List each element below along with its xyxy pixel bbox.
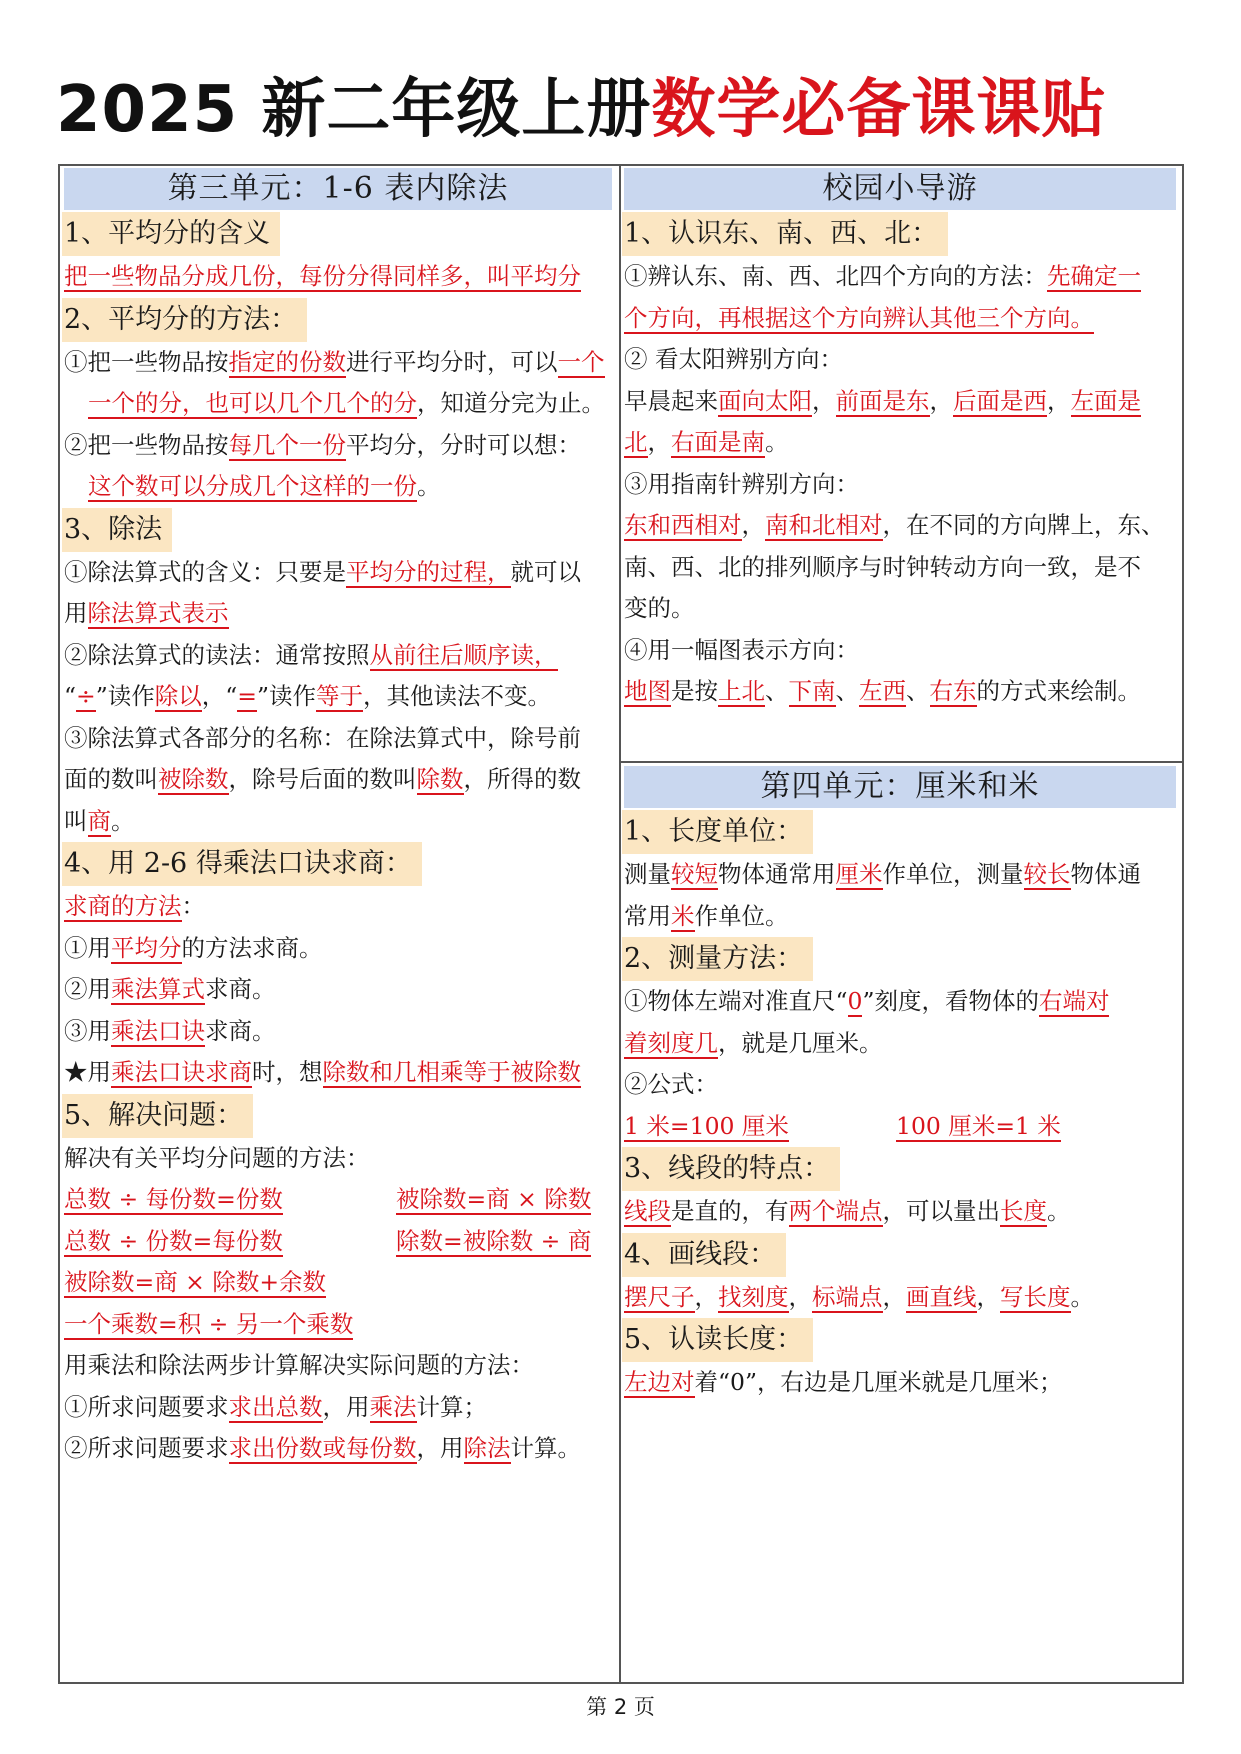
text: 。 [765,428,789,456]
key-phrase: 求出份数或每份数 [228,1434,417,1462]
key-phrase: 0 [847,987,863,1015]
text: ， [976,1282,1000,1311]
text: ①把一些物品按 [64,347,229,376]
text: 测量 [624,860,671,888]
text: ， [929,386,953,415]
right-row-divider [620,761,1184,763]
text-line [622,671,1180,713]
key-phrase: ÷ [76,682,96,710]
text-line: ③用指南针辨别方向： [624,469,859,498]
text-line [622,854,1180,896]
unit4-heading: 第四单元：厘米和米 [624,766,1176,808]
formula: 1 米=100 厘米 [624,1111,789,1140]
formula-row [62,1262,616,1304]
section-heading: 5、认读长度： [622,1318,813,1362]
formula-cell [64,1179,396,1221]
text-line [62,635,616,677]
text: 就可以 [510,557,581,586]
key-phrase: 除数 [416,765,464,793]
text-line: ③除法算式各部分的名称：在除法算式中，除号前 [64,723,581,752]
text-line [62,801,616,843]
text: “ [64,682,77,710]
text-line: 变的。 [624,594,695,622]
key-phrase: 东和西相对 [624,511,742,539]
key-phrase: 一个 [557,347,605,376]
unit3-column [62,168,616,1470]
text: 面的数叫 [64,765,158,793]
text: 常用 [624,901,671,930]
section-heading: 4、用 2-6 得乘法口诀求商： [62,842,422,886]
key-phrase: 上北 [718,677,765,705]
key-phrase: 先确定一 [1047,262,1141,290]
text: 。 [1070,1282,1094,1311]
text-line [622,896,1180,938]
text: ①所求问题要求 [64,1392,229,1421]
text-line: 用乘法和除法两步计算解决实际问题的方法： [64,1351,534,1379]
formula: 一个乘数=积 ÷ 另一个乘数 [64,1309,354,1338]
unit3-section-2 [62,298,616,508]
text: 物体通 [1070,860,1141,888]
text: 时，想 [252,1058,323,1086]
key-phrase: 右端对 [1038,987,1110,1015]
key-phrase: 平均分 [111,933,182,962]
text-line [62,969,616,1011]
key-phrase: 较长 [1023,860,1071,888]
key-phrase: 指定的份数 [228,347,346,376]
text-line [62,1052,616,1094]
key-phrase: 南和北相对 [765,511,883,539]
unit3-heading: 第三单元：1-6 表内除法 [64,168,612,210]
key-phrase: 米 [671,901,695,930]
key-phrase: 着刻度几 [624,1028,718,1057]
text: ③用 [64,1016,111,1045]
key-phrase: 后面是西 [953,386,1047,415]
key-phrase: 平均分的过程， [346,557,511,586]
key-phrase: 等于 [315,682,363,710]
key-phrase: 被除数 [158,765,229,793]
key-phrase: 右东 [929,677,977,705]
text-line [62,1387,616,1429]
unit3-section-3 [62,508,616,843]
section-heading: 2、测量方法： [622,937,813,981]
text: ，就是几厘米。 [718,1028,883,1057]
text: 。 [1047,1197,1071,1225]
text: ①物体左端对准直尺“ [624,987,848,1015]
text-line [622,256,1180,298]
text: ”读作 [95,682,155,710]
text: 计算； [416,1392,487,1421]
text: ： [181,892,205,920]
key-phrase: 个方向，再根据这个方向辨认其他三个方向。 [624,303,1094,332]
formula: 除数=被除数 ÷ 商 [396,1226,592,1255]
text: ”刻度，看物体的 [862,987,1039,1015]
key-phrase: 求商的方法 [64,892,182,920]
page-title [56,62,1106,158]
text: ②所求问题要求 [64,1434,229,1462]
text-line: 南、西、北的排列顺序与时钟转动方向一致，是不 [624,552,1141,581]
key-phrase: 乘法口诀 [111,1016,205,1045]
text: 、 [906,677,930,705]
text-line [622,381,1180,423]
key-phrase: 右面是南 [671,428,765,456]
text: 物体通常用 [718,860,836,888]
formula: 被除数=商 × 除数 [396,1185,592,1213]
formula-row [62,1221,616,1263]
key-phrase: 下南 [788,677,836,705]
text: ，所得的数 [463,765,581,793]
formula-row [622,1106,1180,1148]
key-phrase: 除数和几相乘等于被除数 [322,1058,581,1086]
text-line [622,981,1180,1023]
formula: 总数 ÷ 份数=每份数 [64,1226,283,1255]
text: ②把一些物品按 [64,430,229,459]
key-phrase: 乘法 [369,1392,417,1421]
formula: 100 厘米=1 米 [896,1111,1061,1140]
section-heading: 3、除法 [62,508,172,552]
section-heading: 5、解决问题： [62,1094,253,1138]
section-heading: 3、线段的特点： [622,1147,840,1191]
text: 、 [765,677,789,705]
formula-cell [624,1106,896,1148]
text: ”读作 [256,682,316,710]
unit3-section-5 [62,1094,616,1470]
text: ， [694,1282,718,1311]
key-phrase: 较短 [671,860,718,888]
text-line [622,422,1180,464]
formula-cell [396,1179,614,1221]
text: 是按 [671,677,718,705]
text-line [62,552,616,594]
text: 求商。 [205,975,276,1003]
text-line [62,759,616,801]
text-line [62,342,616,384]
formula-row [62,1304,616,1346]
key-phrase: 一个的分，也可以几个几个的分 [88,389,417,417]
text-line [62,1428,616,1470]
key-phrase: 这个数可以分成几个这样的一份 [88,472,417,500]
key-phrase: 乘法算式 [111,975,205,1003]
text: ②除法算式的读法：通常按照 [64,640,370,669]
text: ，可以量出 [882,1197,1000,1225]
text: ，其他读法不变。 [362,682,551,710]
key-phrase: 面向太阳 [718,386,812,415]
key-phrase: 找刻度 [718,1282,789,1311]
text: 作单位，测量 [882,860,1024,888]
text: ①用 [64,933,111,962]
title-part-red: 数学必备课课贴 [651,73,1107,147]
section-heading: 1、长度单位： [622,810,813,854]
page-number: 第 2 页 [586,1695,655,1719]
key-phrase: 左面是 [1070,386,1141,415]
key-phrase: 左边对 [624,1368,695,1396]
text-line [622,1277,1180,1319]
text: ，用 [416,1434,464,1462]
key-phrase: 每几个一份 [228,430,346,459]
text-line [622,1023,1180,1065]
column-divider [619,164,621,1684]
text: ①除法算式的含义：只要是 [64,557,346,586]
formula-cell [396,1221,614,1263]
unit3-section-4 [62,842,616,1094]
formula-cell [896,1106,1061,1148]
key-phrase: 前面是东 [835,386,930,415]
text: 是直的，有 [671,1197,789,1225]
formula-row [62,1179,616,1221]
key-phrase: 标端点 [812,1282,883,1311]
formula: 总数 ÷ 每份数=份数 [64,1185,283,1213]
text: 作单位。 [694,901,789,930]
text: 用 [64,599,88,627]
text: ， [882,1282,906,1311]
star-text: ★用 [64,1058,111,1086]
text: 。 [417,472,441,500]
text: ①辨认东、南、西、北四个方向的方法： [624,262,1047,290]
formula: 被除数=商 × 除数+余数 [64,1268,327,1296]
text: 的方式来绘制。 [976,677,1141,705]
text-line [622,1191,1180,1233]
section-heading: 1、认识东、南、西、北： [622,212,948,256]
key-phrase: 从前往后顺序读， [369,640,558,669]
text-line: 解决有关平均分问题的方法： [64,1143,370,1172]
text: ， [1047,386,1071,415]
text: ，用 [322,1392,370,1421]
text: 计算。 [510,1434,581,1462]
text: 、 [835,677,859,705]
unit3-section-1 [62,212,616,298]
text: ， [647,428,671,456]
key-phrase: 线段 [624,1197,671,1225]
key-phrase: 商 [87,806,111,835]
text: 着“0”，右边是几厘米就是几厘米； [694,1368,1063,1396]
text-line [62,383,616,425]
section-heading: 1、平均分的含义 [62,212,280,256]
key-phrase: 除法 [463,1434,511,1462]
text: ， [788,1282,812,1311]
unit4-column [622,766,1180,1404]
key-phrase: 乘法口诀求商 [111,1058,252,1086]
key-phrase: 地图 [624,677,671,705]
text: ，除号后面的数叫 [228,765,417,793]
text-line [62,928,616,970]
formula-cell [64,1221,396,1263]
section-heading: 2、平均分的方法： [62,298,307,342]
text: 平均分，分时可以想： [346,430,581,459]
text-line [62,425,616,467]
text: 。 [111,806,135,835]
text-line [62,256,616,298]
key-phrase: 除法算式表示 [87,599,229,627]
text-line: ④用一幅图表示方向： [624,635,859,664]
text: 进行平均分时，可以 [346,347,558,376]
title-part-black: 2025 新二年级上册 [56,73,652,147]
text: ②用 [64,975,111,1003]
key-phrase: 左西 [859,677,906,705]
section-heading: 4、画线段： [622,1233,786,1277]
key-phrase: 北 [624,428,648,456]
key-phrase: 摆尺子 [624,1282,695,1311]
text: ， [741,511,765,539]
key-phrase: 厘米 [835,860,883,888]
text-line [62,593,616,635]
key-phrase: 长度 [1000,1197,1047,1225]
campus-guide-column [622,168,1180,713]
key-phrase: 画直线 [906,1282,977,1311]
text: 早晨起来 [624,386,718,415]
text-line [62,466,616,508]
text: 的方法求商。 [181,933,323,962]
text: ， [812,386,836,415]
text-line [62,886,616,928]
text-line [622,298,1180,340]
campus-guide-heading: 校园小导游 [624,168,1176,210]
key-phrase: 写长度 [1000,1282,1071,1311]
key-phrase: 求出总数 [228,1392,323,1421]
text: ，在不同的方向牌上，东、 [882,511,1165,539]
text-line: ②公式： [624,1070,718,1098]
text: 叫 [64,806,88,835]
text: ，知道分完为止。 [417,389,605,417]
key-phrase: 把一些物品分成几份，每份分得同样多，叫平均分 [64,262,581,290]
key-phrase: = [237,682,257,710]
key-phrase: 两个端点 [788,1197,883,1225]
key-phrase: 除以 [154,682,202,710]
text: ，“ [201,682,238,710]
text: 求商。 [205,1016,276,1045]
text-line [62,676,616,718]
text-line [622,505,1180,547]
text-line [62,1011,616,1053]
text-line [622,1362,1180,1404]
text-line: ② 看太阳辨别方向： [624,345,843,373]
